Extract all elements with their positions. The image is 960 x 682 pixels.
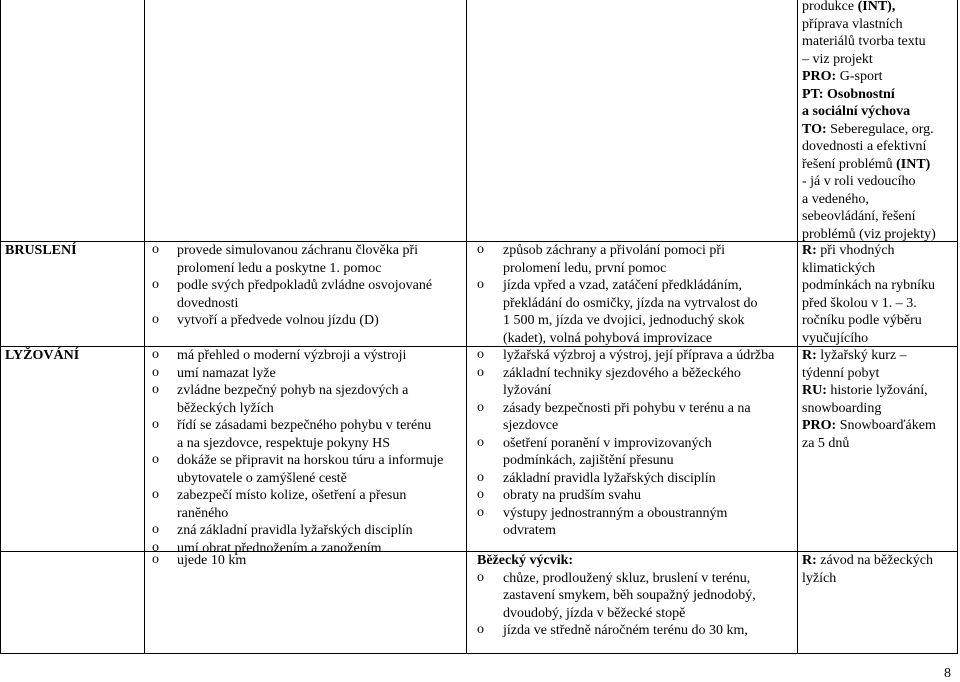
list-bullet: o [477, 364, 484, 380]
text-segment: snowboarding [802, 400, 882, 416]
list-bullet: o [477, 277, 484, 292]
notes-line [802, 312, 922, 330]
list-bullet: o [477, 622, 484, 637]
list-bullet: o [152, 382, 159, 397]
notes-line [802, 365, 879, 383]
notes-line [802, 435, 849, 453]
notes-line [802, 330, 868, 348]
text-segment: dovednosti a efektivní [802, 139, 927, 154]
text-segment: řešení problémů [802, 156, 897, 172]
outcome-text: podle svých předpokladů zvládne osvojované [177, 278, 433, 293]
notes-line [802, 400, 881, 418]
notes-line [802, 103, 910, 121]
notes-line [802, 382, 928, 400]
text-segment: produkce [802, 0, 858, 14]
list-bullet: o [152, 242, 159, 257]
content-text: podmínkách, zajištění přesunu [503, 453, 674, 468]
outcome-text: zabezpečí místo kolize, ošetření a přesun [177, 488, 407, 503]
text-segment: R: [802, 553, 821, 568]
text-segment: - já v roli vedoucího [802, 174, 916, 189]
list-bullet: o [152, 277, 159, 292]
text-segment: závod na běžeckých [820, 553, 933, 568]
text-segment: a sociální výchova [802, 104, 911, 119]
list-bullet: o [477, 242, 484, 257]
outcome-text: dokáže se připravit na horskou túru a informuje [177, 453, 444, 468]
text-segment: tvorba textu [858, 34, 926, 49]
outcome-text: dovednosti [177, 295, 239, 311]
outcome-text: ubytovatele o zamýšlené cestě [177, 470, 347, 486]
text-segment: lyžařský kurz – [820, 348, 907, 363]
outcome-text: má přehled o moderní výzbroji a výstroji [177, 348, 407, 363]
text-segment: PT: Osobnostní [802, 86, 895, 102]
notes-line [802, 417, 936, 435]
outcome-text: zná základní pravidla lyžařských disciplín [177, 523, 413, 538]
outcome-text: raněného [177, 505, 229, 521]
content-text: dvoudobý, jízda v běžecké stopě [503, 605, 686, 621]
notes-line [802, 226, 936, 244]
content-text: (kadet), volná pohybová improvizace [503, 330, 713, 346]
grid-line [0, 0, 1, 654]
grid-line [466, 0, 467, 654]
notes-line [802, 121, 934, 139]
text-segment: TO: [802, 121, 831, 137]
content-heading: Běžecký výcvik: [477, 553, 574, 568]
text-segment: klimatických [802, 260, 876, 276]
page-number: 8 [944, 666, 951, 681]
content-text: zastavení smykem, běh soupažný jednodobý, [503, 588, 756, 603]
list-bullet: o [152, 452, 159, 467]
text-segment: týdenní pobyt [802, 365, 880, 381]
content-text: způsob záchrany a přivolání pomoci při [503, 243, 725, 258]
notes-line [802, 552, 933, 570]
text-segment: vyučujícího [802, 330, 869, 346]
list-bullet: o [477, 504, 484, 520]
outcome-text: zvládne bezpečný pohyb na sjezdových a [177, 383, 409, 398]
text-segment: ročníku podle výběru [802, 313, 922, 328]
content-text: obraty na prudším svahu [503, 488, 642, 503]
grid-line [957, 0, 958, 654]
text-segment: (INT) [896, 156, 931, 172]
list-bullet: o [477, 487, 484, 502]
content-text: překládání do osmičky, jízda na vytrvalost do [503, 295, 758, 311]
text-segment: podmínkách na rybníku [802, 278, 935, 293]
notes-line [802, 156, 930, 174]
content-text: ošetření poranění v improvizovaných [503, 435, 712, 451]
text-segment: RU: [802, 383, 831, 398]
list-bullet: o [152, 347, 159, 362]
content-text: zásady bezpečnosti při pohybu v terénu a na [503, 400, 751, 416]
notes-line [802, 16, 903, 34]
text-segment: R: [802, 243, 821, 258]
list-bullet: o [152, 312, 159, 327]
list-bullet: o [152, 539, 159, 555]
notes-line [802, 208, 916, 226]
content-text: chůze, prodloužený skluz, bruslení v terénu, [503, 570, 751, 586]
grid-line [0, 653, 958, 654]
notes-line [802, 138, 926, 156]
text-segment: a vedeného, [802, 191, 869, 207]
notes-line [802, 86, 895, 104]
list-bullet: o [152, 364, 159, 380]
text-segment: za 5 dnů [802, 435, 850, 451]
list-bullet: o [477, 469, 484, 485]
grid-line [144, 0, 145, 654]
list-bullet: o [477, 347, 484, 362]
list-bullet: o [477, 434, 484, 450]
outcome-text: běžeckých lyžích [177, 400, 274, 416]
text-segment: – viz projekt [802, 51, 873, 67]
outcome-text: umí namazat lyže [177, 365, 276, 381]
text-segment: sebeovládání, řešení [802, 209, 916, 224]
outcome-text: vytvoří a předvede volnou jízdu (D) [177, 313, 379, 328]
notes-line [802, 51, 873, 69]
content-text: odvratem [503, 523, 556, 538]
list-bullet: o [152, 417, 159, 432]
content-text: 1 500 m, jízda ve dvojici, jednoduchý skok [503, 313, 745, 328]
content-text: výstupy jednostranným a oboustranným [503, 505, 728, 521]
notes-line [802, 347, 907, 365]
outcome-text: umí obrat přednožením a zanožením [177, 540, 382, 556]
text-segment: G-sport [839, 69, 883, 84]
text-segment: lyžích [802, 570, 837, 586]
text-segment: problémů (viz projekty) [802, 226, 936, 242]
notes-line [802, 260, 875, 278]
content-text: sjezdovce [503, 418, 559, 433]
notes-line [802, 295, 917, 313]
text-segment: při vhodných [820, 243, 895, 258]
text-segment: před školou v 1. – 3. [802, 295, 917, 311]
notes-line [802, 191, 869, 209]
text-segment: Snowboarďákem [839, 418, 936, 433]
text-segment: PRO: [802, 69, 840, 84]
content-text: základní techniky sjezdového a běžeckého [503, 365, 741, 381]
outcome-text: ujede 10 km [177, 553, 247, 568]
content-text: jízda vpřed a vzad, zatáčení předkládáním, [503, 278, 743, 293]
text-segment: PRO: [802, 418, 840, 433]
list-bullet: o [477, 569, 484, 585]
row-topic: BRUSLENÍ [5, 243, 77, 258]
outcome-text: a na sjezdovce, respektuje pokyny HS [177, 435, 391, 451]
notes-line [802, 68, 883, 86]
notes-line [802, 570, 836, 588]
text-segment: Seberegulace, org. [830, 121, 934, 137]
content-text: jízda ve středně náročném terénu do 30 km, [503, 623, 748, 638]
content-text: prolomení ledu, první pomoc [503, 260, 667, 276]
list-bullet: o [152, 552, 159, 567]
content-text: lyžování [503, 383, 552, 398]
grid-line [797, 0, 798, 654]
text-segment: (INT), [857, 0, 896, 14]
notes-line [802, 0, 895, 16]
text-segment: R: [802, 348, 821, 363]
notes-line [802, 33, 926, 51]
text-segment: materiálů [802, 34, 855, 49]
outcome-text: řídí se zásadami bezpečného pohybu v terénu [177, 418, 432, 433]
list-bullet: o [152, 522, 159, 537]
notes-line [802, 277, 935, 295]
content-text: základní pravidla lyžařských disciplín [503, 470, 716, 486]
text-segment: historie lyžování, [830, 383, 928, 398]
notes-line [802, 173, 916, 191]
text-segment: příprava vlastních [802, 16, 903, 32]
outcome-text: prolomení ledu a poskytne 1. pomoc [177, 260, 382, 276]
list-bullet: o [477, 399, 484, 415]
list-bullet: o [152, 487, 159, 502]
outcome-text: provede simulovanou záchranu člověka při [177, 243, 419, 258]
notes-line [802, 242, 895, 260]
content-text: lyžařská výzbroj a výstroj, její příprava a údržba [503, 348, 775, 363]
row-topic: LYŽOVÁNÍ [5, 348, 80, 363]
